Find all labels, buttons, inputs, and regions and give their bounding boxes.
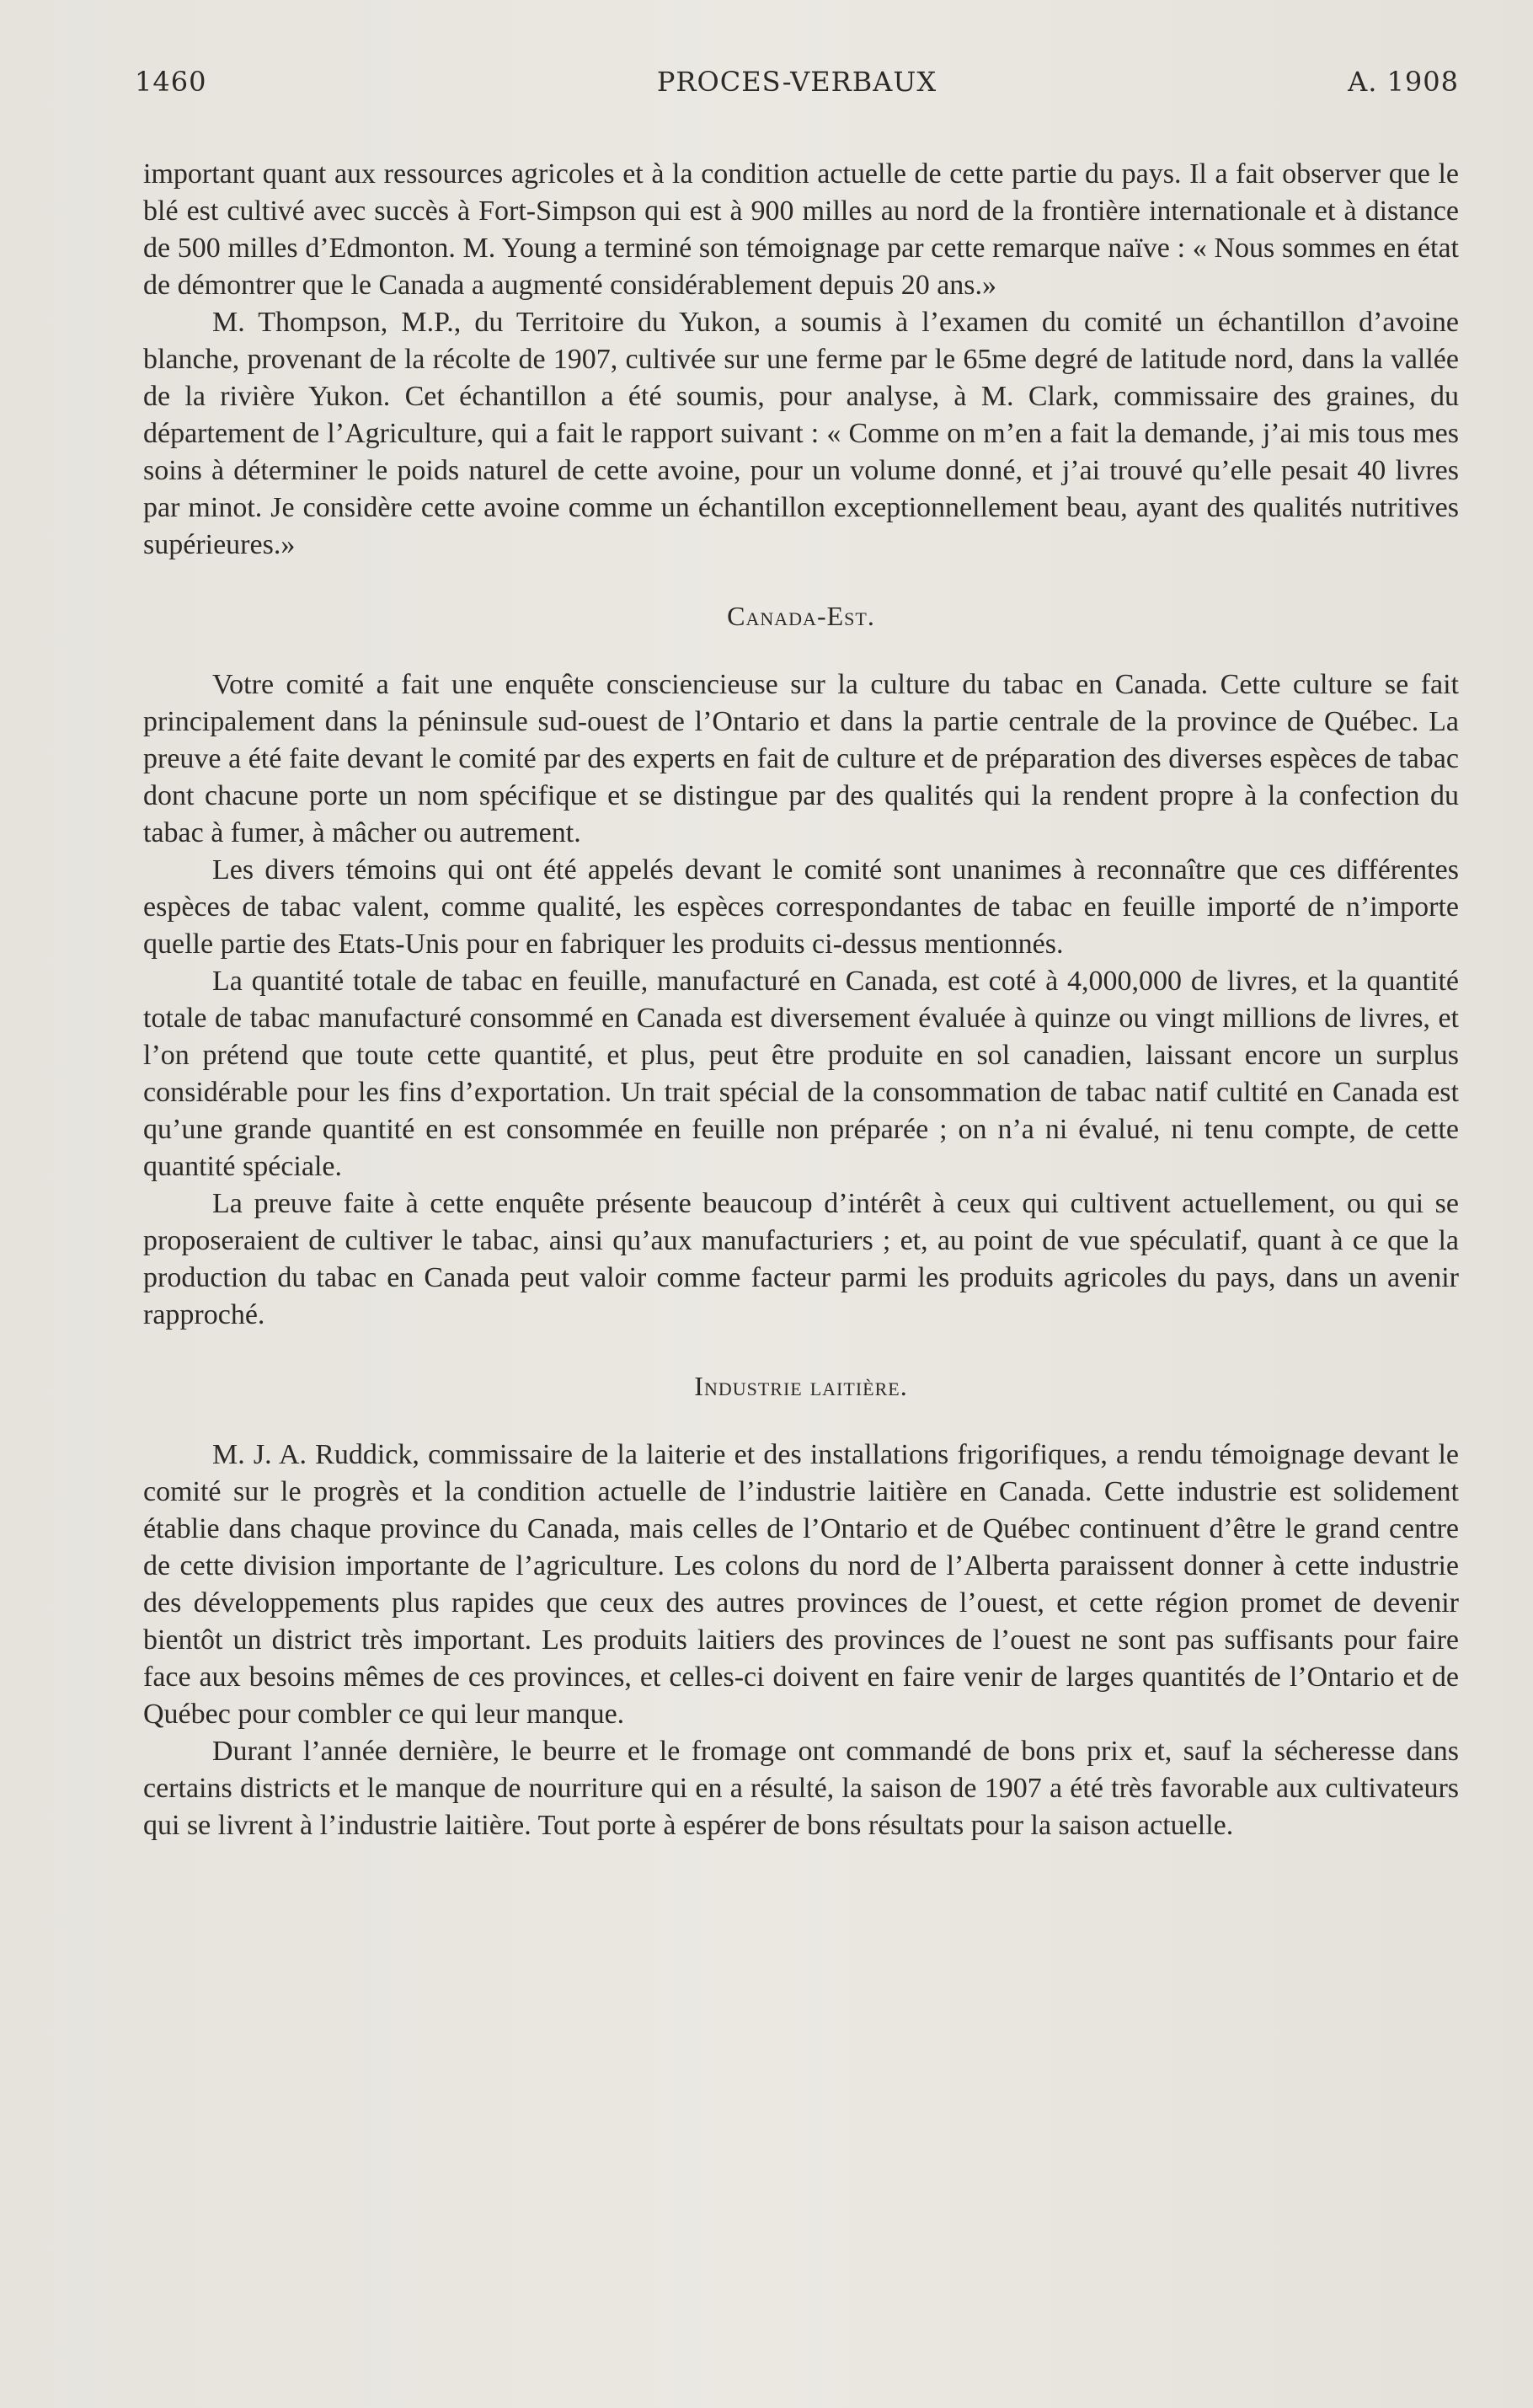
section-title-canada-est: Canada-Est. xyxy=(727,601,875,631)
paragraph: important quant aux ressources agricoles et à la condition actuelle de cette partie du pays. Il a fait observer que le blé est cultivé avec succès à Fort-Simpson qui est à 900 milles au nord de la frontière internationale et à distance de 500 milles d’Edmonton. M. Young a terminé son témoignage par cette remarque naïve : « Nous sommes en état de démontrer que le Canada a augmenté considérablement depuis 20 ans.» xyxy=(143,158,1459,301)
paragraph: La preuve faite à cette enquête présente beaucoup d’intérêt à ceux qui cultivent actuellement, ou qui se proposeraient de cultiver le tabac, ainsi qu’aux manufacturiers ; et, au point de vue spéculatif, quant à ce que la production du tabac en Canada peut valoir comme facteur parmi les produits agricoles du pays, dans un avenir rapproché. xyxy=(143,1188,1459,1330)
year-label: A. 1908 xyxy=(1348,66,1459,98)
running-title: PROCES-VERBAUX xyxy=(656,66,937,98)
paragraph: M. J. A. Ruddick, commissaire de la laiterie et des installations frigorifiques, a rendu témoignage devant le comité sur le progrès et la condition actuelle de l’industrie laitière en Canada. Cette industrie est solidement établie dans chaque province du Canada, mais celles de l’Ontario et de Québec continuent d’être le grand centre de cette division importante de l’agriculture. Les colons du nord de l’Alberta paraissent donner à cette industrie des développements plus rapides que ceux des autres provinces de l’ouest, et cette région promet de devenir bientôt un district très important. Les produits laitiers des provinces de l’ouest ne sont pas suffisants pour faire face aux besoins mêmes de ces provinces, et celles-ci doivent en faire venir de larges quantités de l’Ontario et de Québec pour combler ce qui leur manque. xyxy=(143,1439,1459,1730)
paragraph: Durant l’année dernière, le beurre et le fromage ont commandé de bons prix et, sauf la sécheresse dans certains districts et le manque de nourriture qui en a résulté, la saison de 1907 a été très favorable aux cultivateurs qui se livrent à l’industrie laitière. Tout porte à espérer de bons résultats pour la saison actuelle. xyxy=(143,1736,1459,1841)
paragraph: M. Thompson, M.P., du Territoire du Yukon, a soumis à l’examen du comité un échantillon d’avoine blanche, provenant de la récolte de 1907, cultivée sur une ferme par le 65me degré de latitude nord, dans la vallée de la rivière Yukon. Cet échantillon a été soumis, pour analyse, à M. Clark, commissaire des graines, du département de l’Agriculture, qui a fait le rapport suivant : « Comme on m’en a fait la demande, j’ai mis tous mes soins à déterminer le poids naturel de cette avoine, pour un volume donné, et j’ai trouvé qu’elle pesait 40 livres par minot. Je considère cette avoine comme un échantillon exceptionnellement beau, ayant des qualités nutritives supérieures.» xyxy=(143,307,1459,560)
page-header xyxy=(135,66,1459,108)
page-number: 1460 xyxy=(135,66,207,98)
page-body xyxy=(143,156,1459,1844)
paragraph: Les divers témoins qui ont été appelés devant le comité sont unanimes à reconnaître que ces différentes espèces de tabac valent, comme qualité, les espèces correspondantes de tabac en feuille importé de n’importe quelle partie des Etats-Unis pour en fabriquer les produits ci-dessus mentionnés. xyxy=(143,854,1459,960)
paragraph: La quantité totale de tabac en feuille, manufacturé en Canada, est coté à 4,000,000 de livres, et la quantité totale de tabac manufacturé consommé en Canada est diversement évaluée à quinze ou vingt millions de livres, et l’on prétend que toute cette quantité, et plus, peut être produite en sol canadien, laissant encore un surplus considérable pour les fins d’exportation. Un trait spécial de la consommation de tabac natif cultité en Canada est qu’une grande quantité en est consommée en feuille non préparée ; on n’a ni évalué, ni tenu compte, de cette quantité spéciale. xyxy=(143,966,1459,1182)
section-title-industrie-laitiere: Industrie laitière. xyxy=(694,1371,908,1401)
paragraph: Votre comité a fait une enquête consciencieuse sur la culture du tabac en Canada. Cette culture se fait principalement dans la péninsule sud-ouest de l’Ontario et dans la partie centrale de la province de Québec. La preuve a été faite devant le comité par des experts en fait de culture et de préparation des diverses espèces de tabac dont chacune porte un nom spécifique et se distingue par des qualités qui la rendent propre à la confection du tabac à fumer, à mâcher ou autrement. xyxy=(143,669,1459,848)
